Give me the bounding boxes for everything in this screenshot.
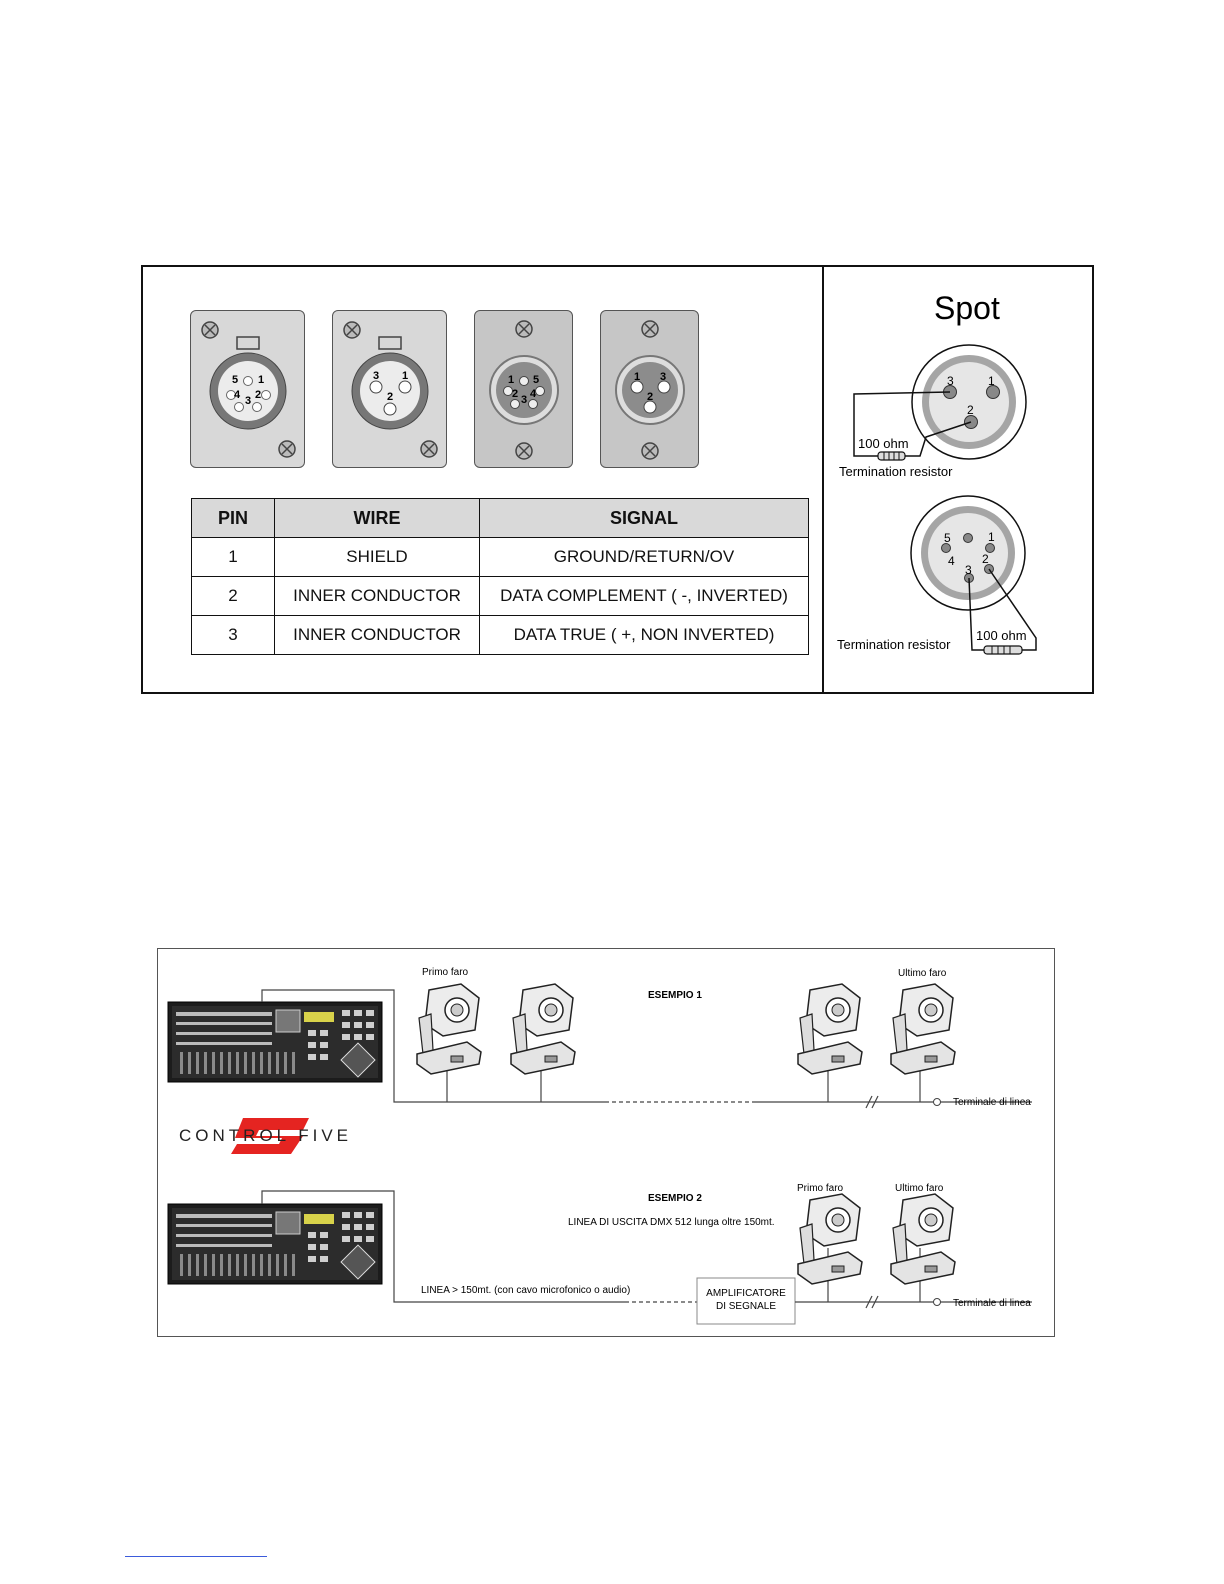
resistor-label: Termination resistor: [837, 637, 951, 652]
header-wire: WIRE: [275, 499, 480, 538]
pin-label: 4: [530, 388, 537, 400]
spot-termination-diagram: [826, 268, 1092, 692]
resistor-value: 100 ohm: [976, 628, 1027, 643]
dmx-console-image: [168, 1002, 382, 1082]
panel-divider: [822, 265, 824, 694]
spot-pin-label: 3: [947, 374, 954, 388]
resistor-label: Termination resistor: [839, 464, 953, 479]
cell-wire: INNER CONDUCTOR: [275, 616, 480, 655]
pin-label: 1: [258, 374, 265, 386]
first-fixture-label: Primo faro: [797, 1183, 844, 1194]
cell-signal: GROUND/RETURN/OV: [480, 538, 809, 577]
screw-icon: [344, 322, 360, 338]
resistor-value: 100 ohm: [858, 436, 909, 451]
spot-pin-label: 1: [988, 374, 995, 388]
resistor-icon: [984, 646, 1022, 654]
screw-icon: [279, 441, 295, 457]
screw-icon: [642, 321, 658, 337]
cell-pin: 3: [192, 616, 275, 655]
cell-signal: DATA COMPLEMENT ( -, INVERTED): [480, 577, 809, 616]
pin-label: 5: [533, 374, 540, 386]
pin-label: 3: [245, 395, 252, 407]
spot-pin-label: 1: [988, 530, 995, 544]
pin-label: 3: [373, 370, 380, 382]
last-fixture-label: Ultimo faro: [895, 1183, 944, 1194]
header-signal: SIGNAL: [480, 499, 809, 538]
cell-pin: 2: [192, 577, 275, 616]
moving-head-icon: [798, 984, 862, 1074]
spot-pin-label: 5: [944, 531, 951, 545]
moving-head-icon: [798, 1194, 862, 1284]
example-subtitle: LINEA DI USCITA DMX 512 lunga oltre 150mt.: [568, 1217, 775, 1228]
long-line-label: LINEA > 150mt. (con cavo microfonico o audio): [421, 1285, 631, 1296]
table-row: [192, 616, 809, 655]
header-pin: PIN: [192, 499, 275, 538]
pin-assignment-table: [191, 498, 809, 655]
example-title: ESEMPIO 2: [648, 1193, 702, 1204]
pin-label: 1: [508, 374, 515, 386]
control-five-logo: [179, 1118, 352, 1154]
cell-wire: INNER CONDUCTOR: [275, 577, 480, 616]
pin-label: 3: [521, 394, 528, 406]
pin-label: 3: [660, 371, 667, 383]
cell-signal: DATA TRUE ( +, NON INVERTED): [480, 616, 809, 655]
spot-pin-label: 4: [948, 554, 955, 568]
example-title: ESEMPIO 1: [648, 990, 702, 1001]
pin-label: 5: [232, 374, 239, 386]
spot-pin-label: 2: [967, 403, 974, 417]
dmx-wiring-examples: [157, 948, 1055, 1337]
logo-text: CONTROL FIVE: [179, 1126, 352, 1145]
screw-icon: [421, 441, 437, 457]
pin-label: 2: [647, 391, 654, 403]
pin-label: 1: [634, 371, 641, 383]
connector-male-3pin: [600, 310, 699, 468]
amplifier-label: DI SEGNALE: [715, 1301, 777, 1312]
screw-icon: [516, 321, 532, 337]
table-row: [192, 577, 809, 616]
table-row: [192, 538, 809, 577]
cell-pin: 1: [192, 538, 275, 577]
table-header-row: [192, 499, 809, 538]
screw-icon: [642, 443, 658, 459]
last-fixture-label: Ultimo faro: [898, 968, 947, 979]
moving-head-icon: [891, 984, 955, 1074]
moving-head-icon: [511, 984, 575, 1074]
screw-icon: [202, 322, 218, 338]
screw-icon: [516, 443, 532, 459]
moving-head-icon: [891, 1194, 955, 1284]
cell-wire: SHIELD: [275, 538, 480, 577]
connector-female-5pin: [190, 310, 305, 468]
amplifier-label: AMPLIFICATORE: [706, 1288, 786, 1299]
pin-label: 2: [255, 389, 262, 401]
connector-female-3pin: [332, 310, 447, 468]
pin-label: 1: [402, 370, 409, 382]
dmx-console-image: [168, 1204, 382, 1284]
line-terminal-label: Terminale di linea: [953, 1097, 1031, 1108]
connector-male-5pin: [474, 310, 573, 468]
resistor-icon: [878, 452, 905, 460]
spot-title: Spot: [934, 290, 1000, 326]
line-terminal-label: Terminale di linea: [953, 1298, 1031, 1309]
spot-pin-label: 3: [965, 563, 972, 577]
pin-label: 2: [387, 391, 394, 403]
pin-label: 4: [234, 389, 241, 401]
first-fixture-label: Primo faro: [422, 967, 469, 978]
spot-pin-label: 2: [982, 552, 989, 566]
footer-link-underline: [125, 1556, 267, 1557]
moving-head-icon: [417, 984, 481, 1074]
pin-label: 2: [512, 388, 519, 400]
